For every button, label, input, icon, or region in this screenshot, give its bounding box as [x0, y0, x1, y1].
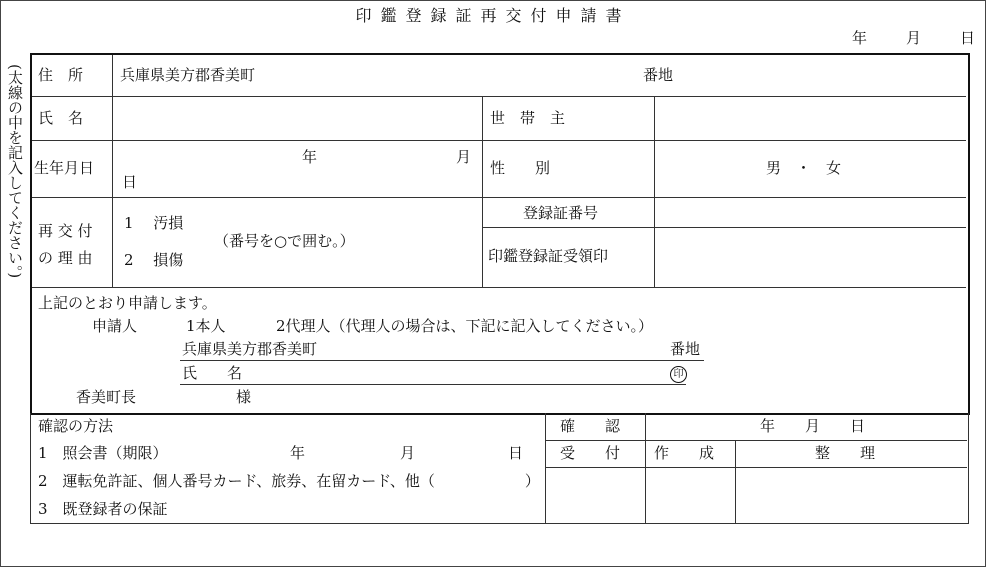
cert-number-field[interactable]	[660, 202, 960, 224]
office-confirm-label: 確 認	[560, 417, 621, 435]
addressee-label: 香美町長	[76, 388, 137, 406]
verify-method-2[interactable]: 2 運転免許証、個人番号カード、旅券、在留カード、他（ ）	[38, 472, 540, 490]
reason-note: （番号を○で囲む。）	[214, 232, 355, 250]
household-head-label: 世 帯 主	[490, 109, 566, 127]
cert-number-label: 登録証番号	[523, 204, 599, 222]
verify-header: 確認の方法	[38, 417, 114, 435]
header-year-label: 年	[852, 29, 868, 47]
row-divider	[545, 440, 967, 441]
seal-mark	[670, 365, 687, 383]
name-label: 氏 名	[38, 109, 84, 127]
row-divider	[32, 96, 966, 97]
name-field[interactable]	[120, 104, 478, 134]
office-create-label: 作 成	[654, 444, 715, 462]
verify-method-1-day: 日	[508, 444, 524, 462]
birth-day-label: 日	[122, 173, 138, 191]
birthdate-label: 生年月日	[34, 159, 95, 177]
row-divider	[482, 227, 966, 228]
side-note: (太線の中を記入してください。)	[6, 64, 24, 279]
address-label: 住 所	[38, 66, 84, 84]
applicant-proxy-option[interactable]: 2代理人（代理人の場合は、下記に記入してください。）	[276, 317, 654, 335]
proxy-name-underline	[180, 384, 686, 385]
applicant-label: 申請人	[92, 317, 138, 335]
column-divider	[112, 55, 113, 287]
column-divider	[654, 97, 655, 287]
proxy-address-prefill: 兵庫県美方郡香美町	[182, 340, 318, 358]
proxy-address-underline	[180, 360, 704, 361]
birth-year-label: 年	[302, 148, 318, 166]
row-divider	[545, 467, 967, 468]
office-receive-label: 受 付	[560, 444, 621, 462]
column-divider	[735, 440, 736, 523]
reason-option-damaged[interactable]: 2 損傷	[124, 251, 184, 269]
row-divider	[32, 197, 966, 198]
sex-options[interactable]: 男 ・ 女	[766, 159, 842, 177]
honorific-label: 様	[236, 388, 252, 406]
proxy-address-banchi-label: 番地	[670, 340, 701, 358]
reason-label-line2: の 理 由	[38, 249, 93, 267]
birth-month-label: 月	[456, 148, 472, 166]
household-head-field[interactable]	[660, 104, 960, 134]
column-divider	[482, 97, 483, 287]
reason-option-soiled[interactable]: 1 汚損	[124, 214, 184, 232]
page-title: 印鑑登録証再交付申請書	[355, 6, 631, 25]
receipt-seal-field[interactable]	[660, 232, 960, 282]
applicant-self-option[interactable]: 1本人	[186, 317, 226, 335]
address-banchi-label: 番地	[643, 66, 674, 84]
verify-method-3[interactable]: 3 既登録者の保証	[38, 500, 168, 518]
reason-label-line1: 再 交 付	[38, 222, 93, 240]
receipt-seal-label: 印鑑登録証受領印	[488, 247, 609, 265]
column-divider	[545, 413, 546, 523]
header-month-label: 月	[906, 29, 922, 47]
request-intro: 上記のとおり申請します。	[38, 294, 217, 312]
row-divider	[32, 140, 966, 141]
seal-mark-text: 印	[670, 366, 687, 383]
verify-method-1-month: 月	[400, 444, 416, 462]
header-day-label: 日	[960, 29, 976, 47]
verify-method-1-year: 年	[290, 444, 306, 462]
office-date-label: 年 月 日	[760, 417, 866, 435]
column-divider	[645, 413, 646, 523]
sex-label: 性 別	[490, 159, 551, 177]
office-arrange-label: 整 理	[815, 444, 876, 462]
verify-method-1[interactable]: 1 照会書（期限）	[38, 444, 168, 462]
address-prefill: 兵庫県美方郡香美町	[120, 66, 256, 84]
proxy-name-label: 氏 名	[182, 364, 243, 382]
row-divider	[32, 287, 966, 288]
